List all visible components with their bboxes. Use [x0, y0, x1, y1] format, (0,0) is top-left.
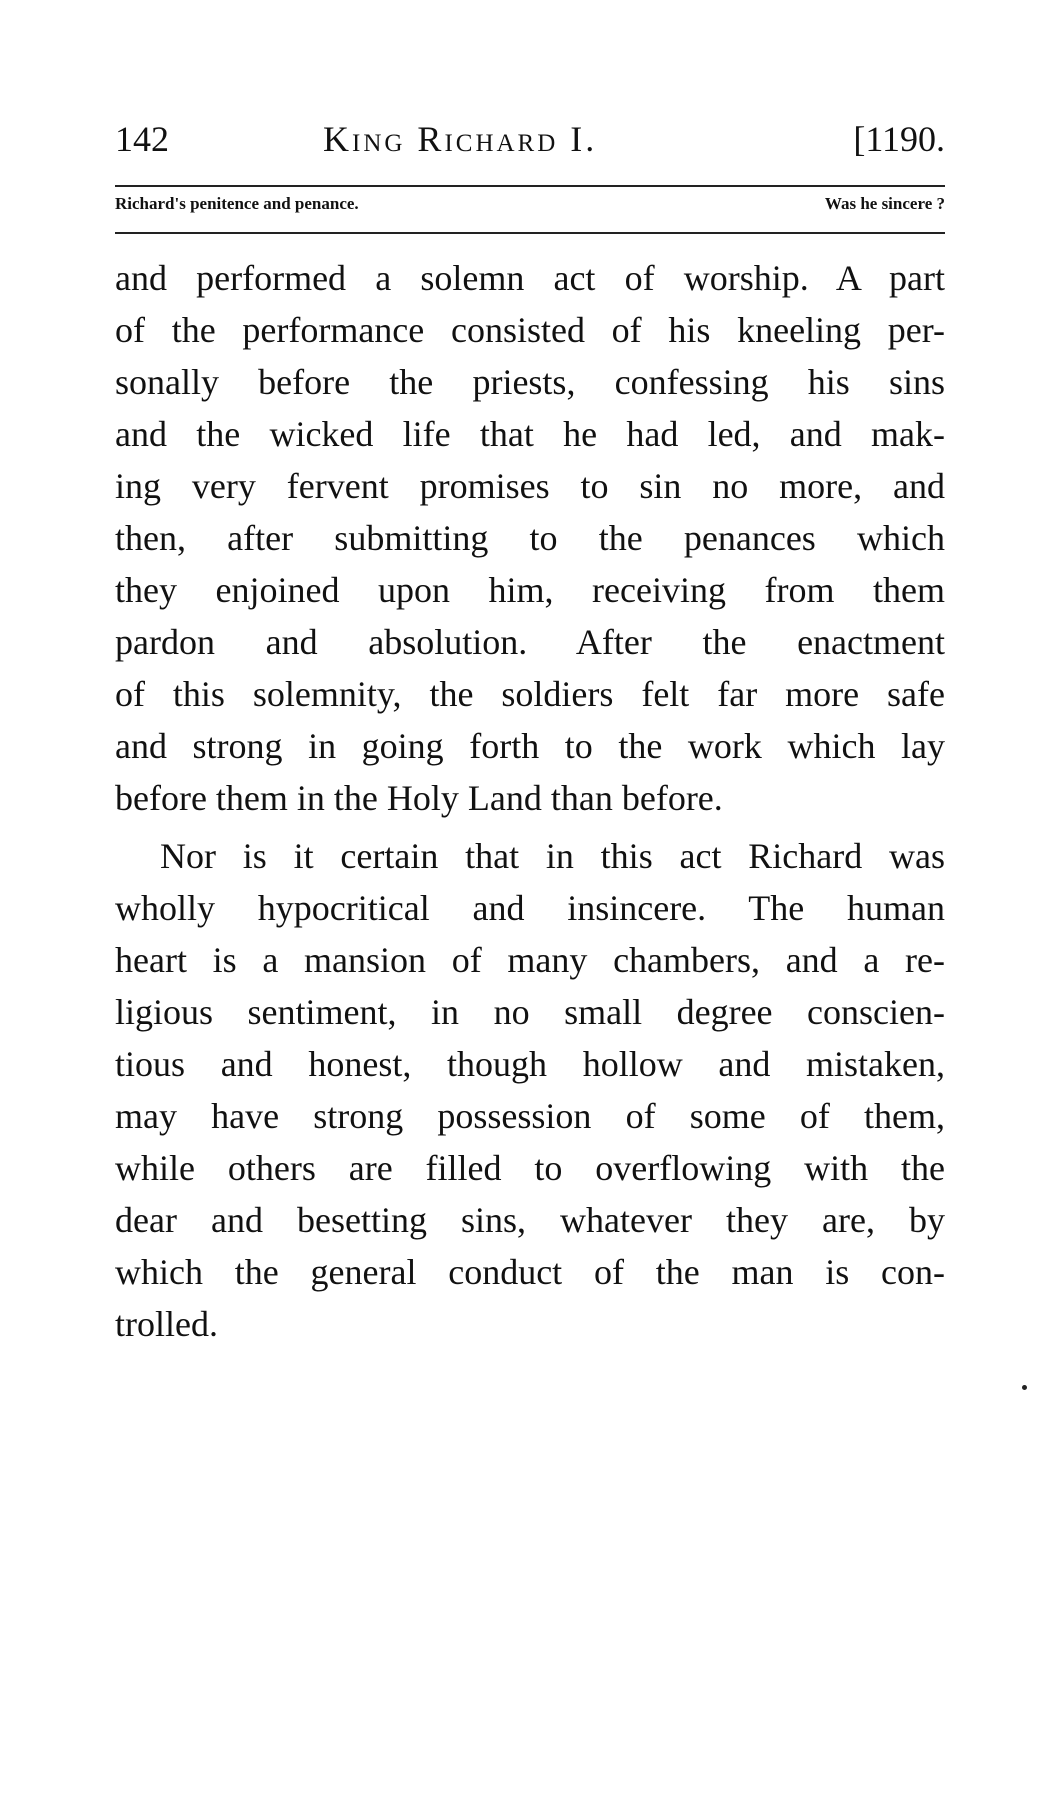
text-line: Nor is it certain that in this act Richard was	[160, 836, 945, 876]
text-line: then, after submitting to the penances which	[115, 518, 945, 558]
text-line: sonally before the priests, confessing his sins	[115, 362, 945, 402]
page-number: 142	[115, 119, 169, 159]
text-line: they enjoined upon him, receiving from them	[115, 570, 945, 610]
paragraph-1	[115, 252, 945, 824]
text-line: and strong in going forth to the work which lay	[115, 726, 945, 766]
text-line: before them in the Holy Land than before.	[115, 778, 723, 818]
text-line: ing very fervent promises to sin no more, and	[115, 466, 945, 506]
subhead-left: Richard's penitence and penance.	[115, 194, 359, 213]
text-line: trolled.	[115, 1304, 218, 1344]
paragraph-2	[115, 830, 945, 1350]
page-header	[115, 118, 945, 168]
text-line: ligious sentiment, in no small degree conscien-	[115, 992, 945, 1032]
text-line: dear and besetting sins, whatever they are, by	[115, 1200, 945, 1240]
text-line: pardon and absolution. After the enactment	[115, 622, 945, 662]
running-title: King Richard I.	[323, 119, 598, 159]
header-rule-bottom	[115, 232, 945, 234]
year-marker: [1190.	[853, 119, 945, 159]
text-line: which the general conduct of the man is con-	[115, 1252, 945, 1292]
ink-speck	[1022, 1385, 1027, 1390]
marginal-subhead	[115, 194, 945, 224]
header-rule-top	[115, 185, 945, 187]
subhead-right: Was he sincere ?	[824, 194, 945, 213]
text-line: of this solemnity, the soldiers felt far more safe	[115, 674, 945, 714]
text-line: while others are filled to overflowing with the	[115, 1148, 945, 1188]
text-line: of the performance consisted of his kneeling per-	[115, 310, 945, 350]
text-line: and performed a solemn act of worship. A part	[115, 258, 945, 298]
text-line: and the wicked life that he had led, and mak-	[115, 414, 945, 454]
text-line: tious and honest, though hollow and mistaken,	[115, 1044, 945, 1084]
text-line: wholly hypocritical and insincere. The human	[115, 888, 945, 928]
body-text	[115, 252, 945, 1350]
text-line: heart is a mansion of many chambers, and a re-	[115, 940, 945, 980]
text-line: may have strong possession of some of them,	[115, 1096, 945, 1136]
